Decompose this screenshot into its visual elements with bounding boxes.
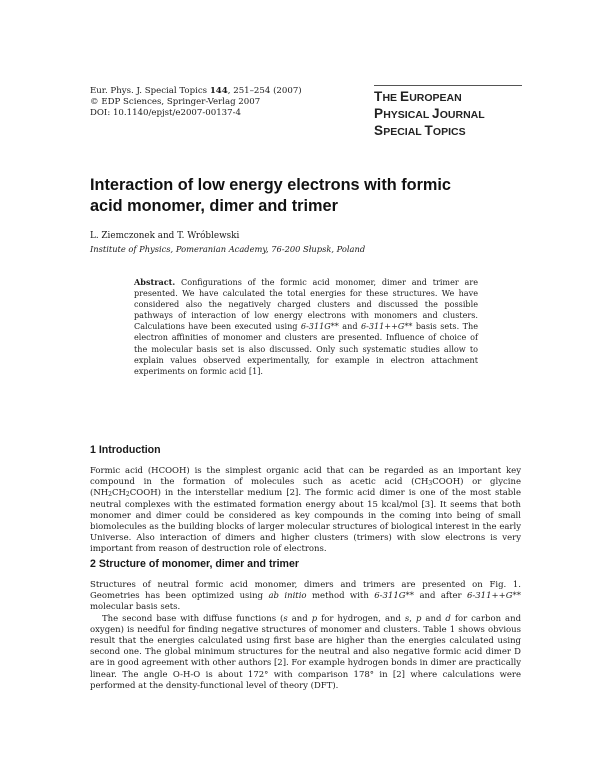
logo-cap: T <box>424 123 433 138</box>
logo-cap: E <box>399 89 410 104</box>
basis-set: 6-311G** <box>374 591 415 602</box>
paper-title <box>90 175 520 217</box>
text: and <box>287 613 312 624</box>
text: , <box>409 613 416 624</box>
citation-suffix: , 251–254 (2007) <box>227 86 302 96</box>
doi-line: DOI: 10.1140/epjst/e2007-00137-4 <box>90 108 241 118</box>
basis-set: 6-311++G** <box>360 321 413 332</box>
paper-title-line: acid monomer, dimer and trimer <box>90 197 338 215</box>
text: and after <box>414 591 467 602</box>
affiliation: Institute of Physics, Pomeranian Academy, 76-200 Słupsk, Poland <box>90 244 366 254</box>
paragraph <box>90 614 521 692</box>
logo-rest: OPICS <box>432 126 466 138</box>
orbital: s <box>404 613 410 624</box>
section-body <box>90 580 521 692</box>
journal-rule <box>374 85 522 86</box>
orbital: d <box>445 613 451 624</box>
text: molecular basis sets. <box>90 602 181 613</box>
text: CH <box>112 488 126 499</box>
logo-rest: UROPEAN <box>409 92 462 104</box>
logo-cap: P <box>374 106 384 121</box>
abstract <box>134 277 478 377</box>
abstract-text: basis sets. The electron affinities of monomer and clusters are presented. Influence of choice of the molecular basis set is also discussed. Only such systematic studies allow to explain values observed experimentally, for example in electron attachment experiments on formic acid [1]. <box>134 321 478 376</box>
copyright-line: © EDP Sciences, Springer-Verlag 2007 <box>90 97 261 107</box>
citation-line <box>90 86 302 97</box>
text: for hydrogen, and <box>317 613 405 624</box>
volume-number: 144 <box>209 86 228 96</box>
orbital: s <box>283 613 288 624</box>
journal-logo <box>374 89 510 140</box>
text: COOH) or glycine (NH <box>90 477 521 499</box>
citation-prefix: Eur. Phys. J. Special Topics <box>90 86 210 96</box>
paper-title-line: Interaction of low energy electrons with formic <box>90 176 451 194</box>
abstract-text: and <box>338 321 361 332</box>
subscript: 2 <box>125 491 130 499</box>
paragraph <box>90 580 521 614</box>
abstract-label: Abstract. <box>134 277 176 287</box>
basis-set: 6-311G** <box>300 321 339 332</box>
logo-rest: OURNAL <box>439 109 485 121</box>
text: Formic acid (HCOOH) is the simplest organic acid that can be regarded as an important key compound in the formation of molecules such as acetic acid (CH <box>90 466 521 488</box>
logo-rest: PECIAL <box>383 126 425 138</box>
journal-logo-line2 <box>374 106 510 123</box>
text: COOH) in the interstellar medium [2]. The formic acid dimer is one of the most stable neutral complexes with the estimated formation energy about 15 kcal/mol [3]. It seems that both monomer and dimer could be considered as key compounds in the coming into being of small biomolecules as the building blocks of larger molecular structures of biological interest in the early Universe. Also interaction of dimers and higher clusters (trimers) with slow electrons is very important from reason of destruction role of electrons. <box>90 488 521 555</box>
logo-rest: HYSICAL <box>383 109 433 121</box>
text: Structures of neutral formic acid monomer, dimers and trimers are presented on Fig. 1. Geometries has been optimized using <box>90 580 521 602</box>
text: method with <box>306 591 375 602</box>
authors: L. Ziemczonek and T. Wróblewski <box>90 231 240 241</box>
logo-cap: T <box>374 89 383 104</box>
section-body <box>90 466 521 556</box>
subscript: 3 <box>428 480 433 488</box>
abstract-text: Configurations of the formic acid monomer, dimer and trimer are presented. We have calculated the total energies for these structures. We have considered also the negatively charged clusters and discussed the possible pathways of interaction of low energy electrons with monomers and clusters. Calculations have been executed using <box>134 277 478 332</box>
basis-set: 6-311++G** <box>466 591 522 602</box>
section-heading: 1 Introduction <box>90 444 161 456</box>
journal-logo-line1 <box>374 89 510 106</box>
text: for carbon and oxygen) is needful for finding negative structures of monomer and clusters. Table 1 shows obvious result that the energies calculated using first base are higher than the energies calculated using second one. The global minimum structures for the neutral and also negative formic acid dimer D are in good agreement with other authors [2]. For example hydrogen bonds in dimer are practically linear. The angle O-H-O is about 172° with comparison 178° in [2] where calculations were performed at the density-functional level of theory (DFT). <box>90 613 522 691</box>
logo-cap: J <box>432 106 440 121</box>
orbital: p <box>415 613 422 624</box>
paragraph <box>90 466 521 556</box>
subscript: 2 <box>108 491 112 499</box>
section-heading: 2 Structure of monomer, dimer and trimer <box>90 558 299 570</box>
logo-cap: S <box>374 123 384 138</box>
journal-logo-line3 <box>374 123 510 140</box>
text: The second base with diffuse functions ( <box>102 613 284 624</box>
orbital: p <box>311 613 318 624</box>
logo-rest: HE <box>382 92 400 104</box>
method: ab initio <box>268 591 307 602</box>
text: and <box>421 613 446 624</box>
